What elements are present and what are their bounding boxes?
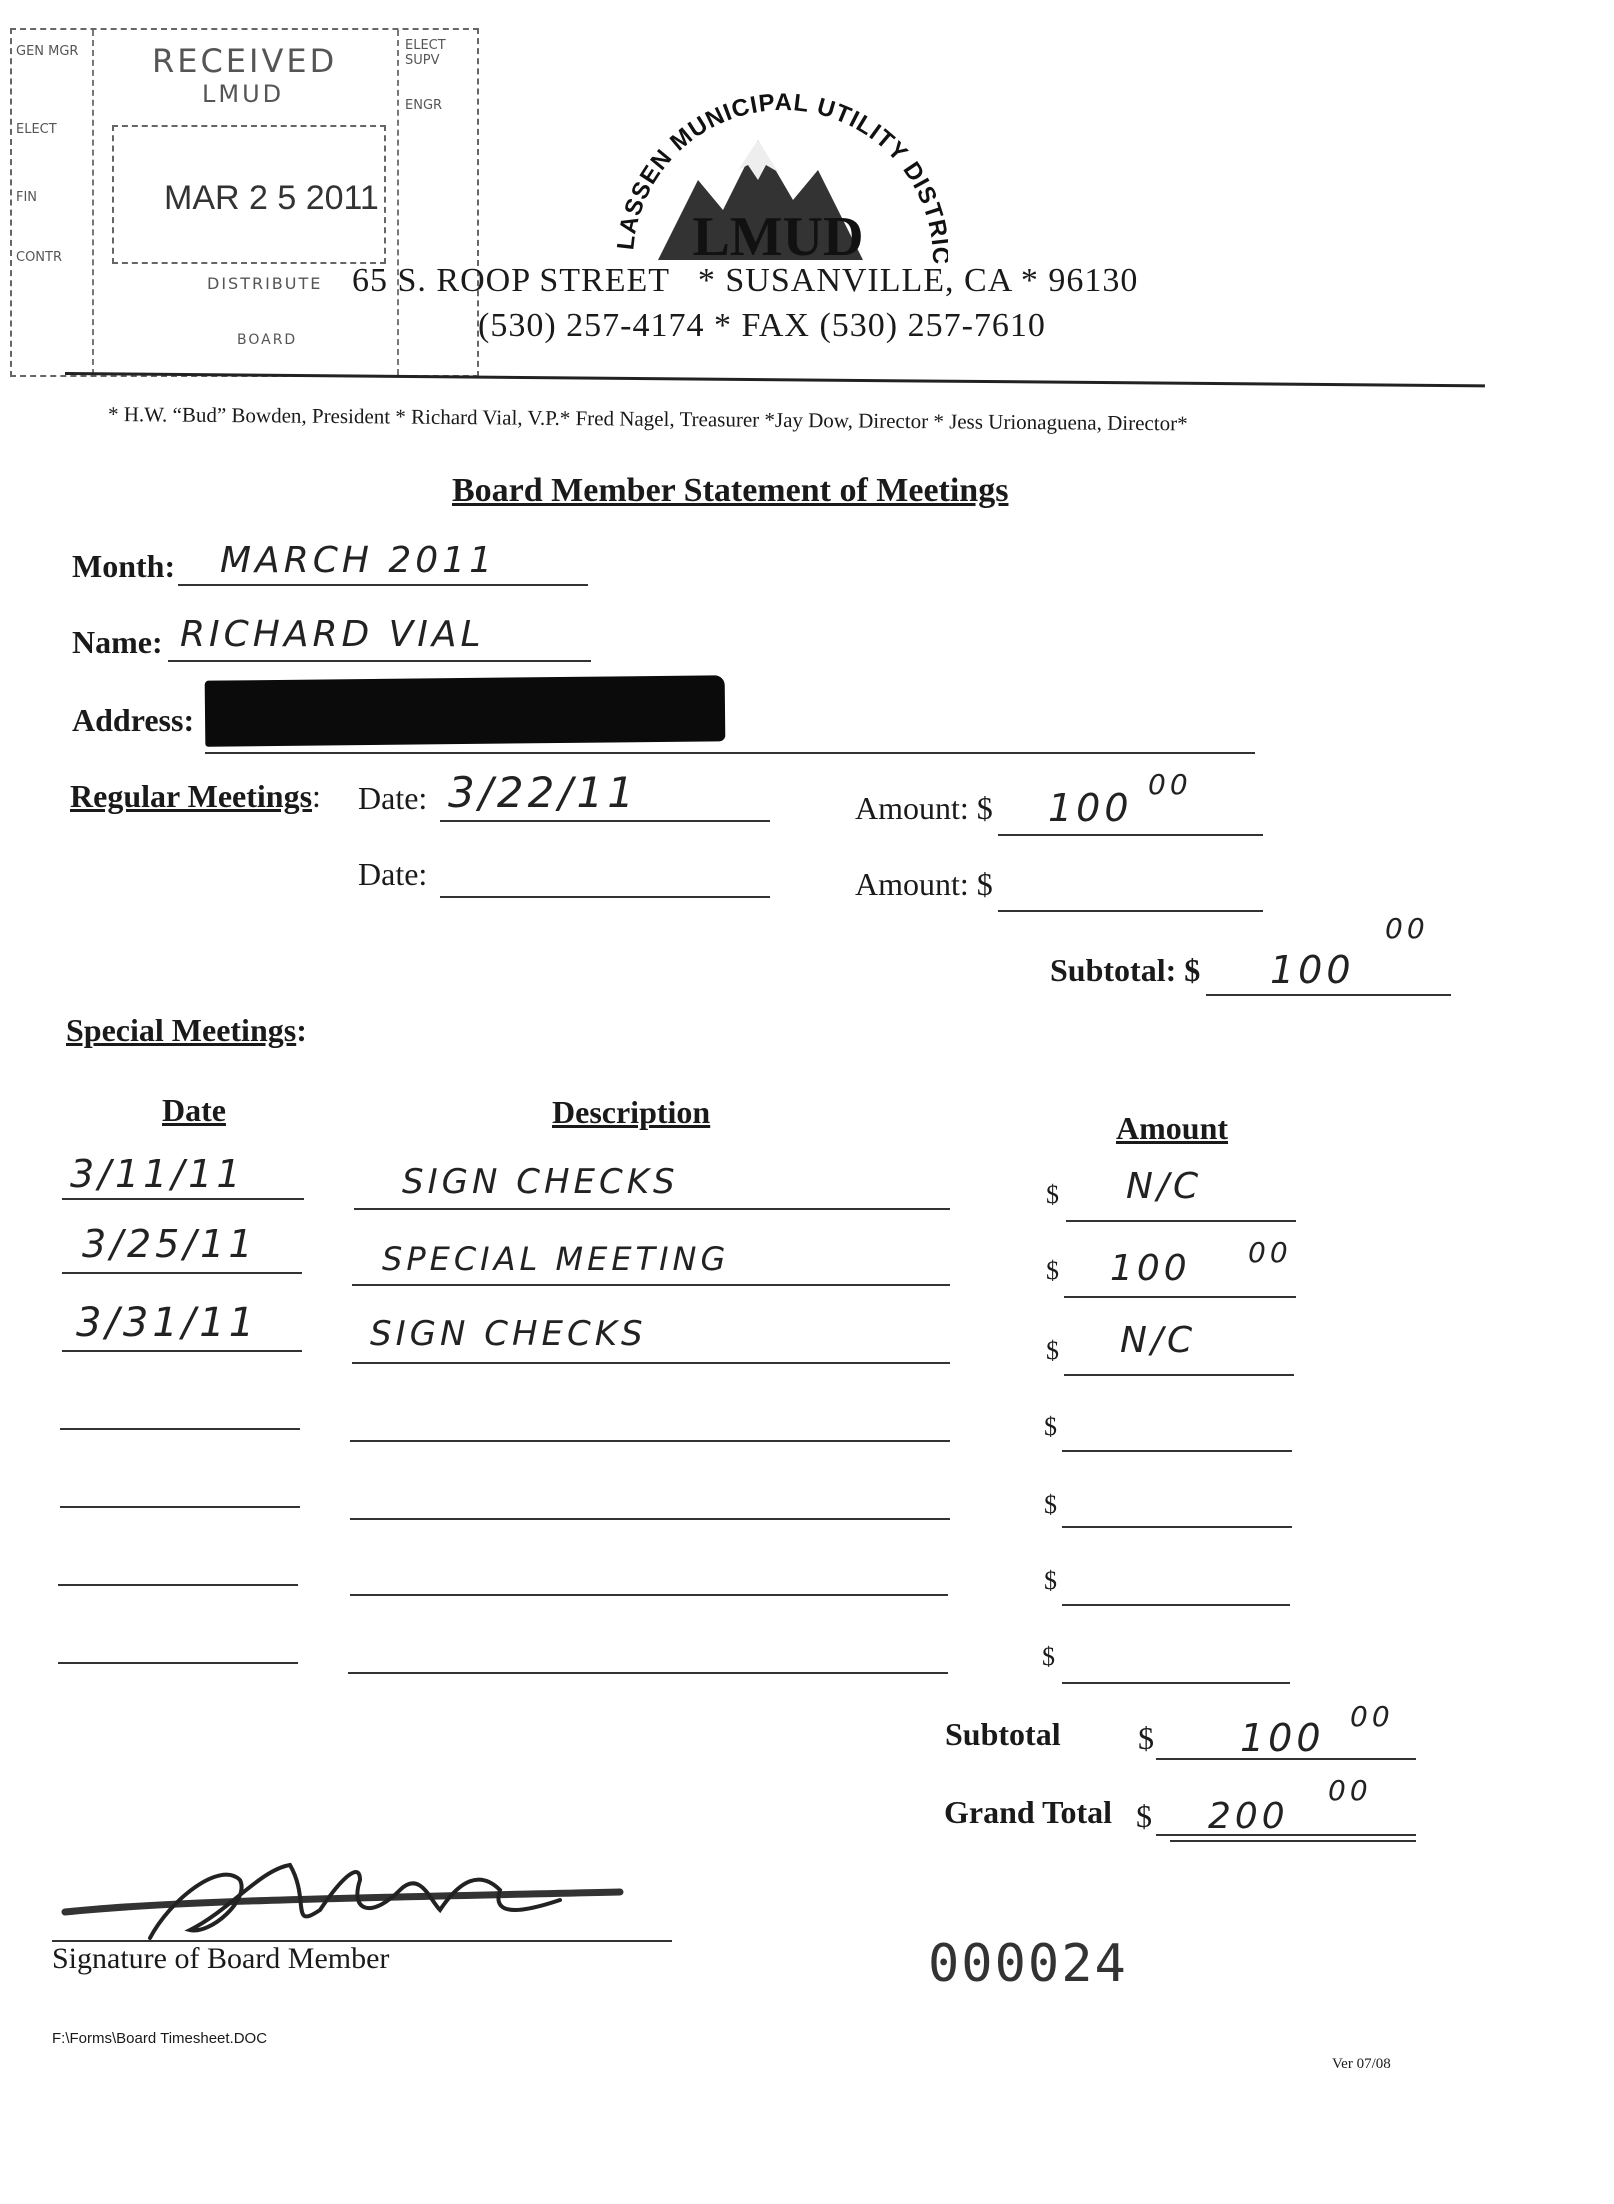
col-amount-header: Amount (1116, 1110, 1229, 1146)
special-row-currency: $ (1046, 1336, 1059, 1365)
special-row-date: 3/25/11 (82, 1222, 257, 1266)
subtotal-value: 100 (1240, 1716, 1325, 1760)
month-value: MARCH 2011 (220, 540, 496, 581)
signature-scribble (60, 1840, 640, 1950)
special-row-currency: $ (1044, 1566, 1057, 1595)
signature-icon (60, 1840, 640, 1950)
stamp-left-column (12, 30, 94, 375)
footer-version: Ver 07/08 (1332, 2056, 1391, 2072)
address-redaction (205, 675, 726, 746)
special-row-amount-line (1062, 1682, 1290, 1684)
regular-amount-label: Amount: $ (855, 790, 993, 826)
regular-amount-line-2 (998, 910, 1263, 912)
stamp-box: GEN MGR (16, 44, 79, 59)
stamp-distribute: DISTRIBUTE (207, 274, 323, 293)
special-row-amount-line (1064, 1296, 1296, 1298)
grand-total-label: Grand Total (944, 1794, 1113, 1830)
special-row-description: SPECIAL MEETING (382, 1240, 730, 1278)
regular-amount-line (998, 834, 1263, 836)
special-row-currency: $ (1044, 1490, 1057, 1519)
regular-date-value: 3/22/11 (448, 768, 638, 817)
lmud-logo (588, 60, 948, 270)
regular-subtotal-value: 100 (1270, 948, 1355, 992)
header-phone: (530) 257-4174 * FAX (530) 257-7610 (478, 307, 1046, 344)
special-row-amount-line (1064, 1374, 1294, 1376)
special-meetings-colon: : (296, 1012, 307, 1048)
special-row-amount-line (1066, 1220, 1296, 1222)
special-row-currency: $ (1044, 1412, 1057, 1441)
grand-total-currency: $ (1136, 1798, 1152, 1834)
col-date-header: Date (162, 1092, 226, 1128)
month-line (178, 584, 588, 586)
name-label: Name: (72, 624, 163, 660)
regular-meetings-text: Regular Meetings (70, 778, 313, 814)
stamp-title: RECEIVED (152, 42, 338, 80)
stamp-date-box (112, 125, 386, 264)
special-row-amount: N/C (1120, 1320, 1197, 1361)
subtotal-currency: $ (1138, 1720, 1154, 1756)
special-row-desc-line (352, 1362, 950, 1364)
col-description-header: Description (552, 1094, 711, 1130)
stamp-box: ELECT SUPV (405, 38, 446, 68)
regular-date-line-2 (440, 896, 770, 898)
special-row-desc-line (348, 1672, 948, 1674)
special-row-date-line (60, 1506, 300, 1508)
regular-subtotal-label: Subtotal: $ (1050, 952, 1201, 988)
address-label: Address: (72, 702, 195, 738)
special-row-desc-line (350, 1594, 948, 1596)
signature-label: Signature of Board Member (52, 1942, 390, 1975)
stamp-subtitle: LMUD (202, 80, 285, 108)
stamp-box: FIN (16, 190, 38, 205)
special-row-desc-line (354, 1208, 950, 1210)
subtotal-cents: 00 (1350, 1700, 1394, 1733)
stamp-date: MAR 2 5 2011 (164, 179, 379, 217)
regular-date-label: Date: (358, 780, 428, 816)
header-address: 65 S. ROOP STREET * SUSANVILLE, CA * 96130 (352, 262, 1139, 299)
stamp-box: ELECT (16, 122, 57, 137)
grand-total-double-line (1170, 1840, 1416, 1842)
header-rule (65, 372, 1485, 387)
special-row-description: SIGN CHECKS (370, 1314, 647, 1354)
special-row-date-line (60, 1428, 300, 1430)
subtotal-label: Subtotal (945, 1716, 1061, 1752)
regular-amount-cents: 00 (1148, 768, 1192, 801)
name-value: RICHARD VIAL (180, 614, 485, 655)
special-row-amount: N/C (1126, 1166, 1203, 1207)
board-members: * H.W. “Bud” Bowden, President * Richard Vial, V.P.* Fred Nagel, Treasurer *Jay Dow, Director * Jess Urionaguena, Director* (107, 402, 1188, 436)
regular-subtotal-cents: 00 (1385, 912, 1429, 945)
special-row-amount-line (1062, 1526, 1292, 1528)
special-row-date-line (62, 1350, 302, 1352)
special-row-desc-line (350, 1440, 950, 1442)
special-meetings-text: Special Meetings (66, 1012, 297, 1048)
regular-meetings-colon: : (312, 778, 321, 814)
name-line (168, 660, 591, 662)
special-row-date-line (62, 1198, 304, 1200)
special-row-description: SIGN CHECKS (402, 1162, 679, 1202)
special-row-desc-line (352, 1284, 950, 1286)
regular-subtotal-line (1206, 994, 1451, 996)
regular-amount-value: 100 (1048, 786, 1133, 830)
special-row-amount-line (1062, 1450, 1292, 1452)
special-row-cents: 00 (1248, 1236, 1292, 1269)
stamp-box: ENGR (405, 98, 443, 113)
regular-meetings-label (70, 778, 321, 815)
grand-total-value: 200 (1208, 1796, 1289, 1837)
stamp-right-column (397, 30, 477, 375)
logo-arc-text: LASSEN MUNICIPAL UTILITY DIST (612, 88, 948, 252)
regular-date-line (440, 820, 770, 822)
grand-total-cents: 00 (1328, 1774, 1372, 1807)
special-row-currency: $ (1046, 1180, 1059, 1209)
stamp-bottom: BOARD (237, 332, 298, 348)
footer-path: F:\Forms\Board Timesheet.DOC (52, 2030, 268, 2047)
mountain-logo-icon (588, 60, 948, 270)
document-number: 000024 (928, 1934, 1128, 1994)
logo-mark: LMUD (692, 206, 864, 268)
special-row-date: 3/31/11 (76, 1300, 259, 1346)
special-row-amount-line (1062, 1604, 1290, 1606)
special-row-desc-line (350, 1518, 950, 1520)
month-label: Month: (72, 548, 176, 584)
page-title: Board Member Statement of Meetings (452, 472, 1009, 509)
special-row-amount: 100 (1110, 1248, 1191, 1289)
stamp-box: CONTR (16, 250, 63, 265)
received-stamp (10, 28, 479, 377)
special-row-currency: $ (1042, 1642, 1055, 1671)
special-row-date-line (62, 1272, 302, 1274)
special-row-date-line (58, 1584, 298, 1586)
special-row-date: 3/11/11 (70, 1152, 245, 1196)
regular-amount-label-2: Amount: $ (855, 866, 993, 902)
address-line (205, 752, 1255, 754)
special-row-currency: $ (1046, 1256, 1059, 1285)
special-row-date-line (58, 1662, 298, 1664)
special-meetings-label (66, 1012, 307, 1049)
regular-date-label-2: Date: (358, 856, 428, 892)
